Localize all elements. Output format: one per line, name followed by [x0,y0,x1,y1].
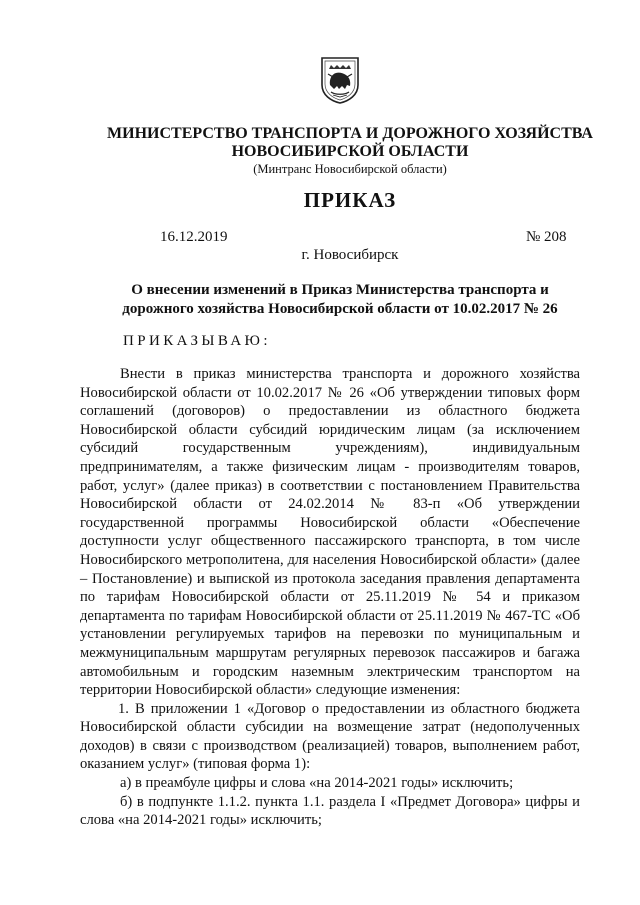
ministry-name-line2: НОВОСИБИРСКОЙ ОБЛАСТИ [231,143,469,160]
document-date: 16.12.2019 [160,229,228,245]
ministry-short-name: (Минтранс Новосибирской области) [253,162,447,176]
item-1-paragraph: 1. В приложении 1 «Договор о предоставлении из областного бюджета Новосибирской области субсидии на возмещение затрат (недополученных доходов) в связи с производством (реализацией) товаров, выполнением работ, оказанием услуг» (типовая форма 1): [80,700,580,773]
item-b-paragraph: б) в подпункте 1.1.2. пункта 1.1. раздела I «Предмет Договора» цифры и слова «на 2014-2021 годы» исключить; [80,793,580,829]
item-a-paragraph: а) в преамбуле цифры и слова «на 2014-2021 годы» исключить; [120,775,514,792]
document-body [80,365,580,830]
intro-paragraph: Внести в приказ министерства транспорта и дорожного хозяйства Новосибирской области от 10.02.2017 № 26 «Об утверждении типовых форм соглашений (договоров) о предоставлении из областного бюджета Новосибирской области субсидий юридическим лицам (за исключением субсидий государственным учреждениям), индивидуальным предпринимателям, а также физическим лицам - производителям товаров, работ, услуг» (далее приказ) в соответствии с постановлением Правительства Новосибирской области от 24.02.2014 № 83-п «Об утверждении государственной программы Новосибирской области «Обеспечение доступности услуг общественного пассажирского транспорта, в том числе Новосибирского метрополитена, для населения Новосибирской области» (далее – Постановление) и выпиской из протокола заседания правления департамента по тарифам Новосибирской области от 25.11.2019 № 54 и приказом департамента по тарифам Новосибирской области от 25.11.2019 № 467-ТС «Об установлении регулируемых тарифов на перевозки по муниципальным и межмуниципальным маршрутам регулярных перевозок пассажиров и багажа автомобильным и городским наземным электрическим транспортом на территории Новосибирской области» следующие изменения: [80,366,580,699]
order-word: ПРИКАЗЫВАЮ: [123,333,271,349]
ministry-name-line1: МИНИСТЕРСТВО ТРАНСПОРТА И ДОРОЖНОГО ХОЗЯЙСТВА [107,125,593,142]
coat-of-arms-icon [319,55,361,105]
document-subject: О внесении изменений в Приказ Министерства транспорта и дорожного хозяйства Новосибирской области от 10.02.2017 № 26 [122,282,558,317]
document-number: № 208 [526,229,567,245]
document-city: г. Новосибирск [301,247,399,263]
document-type: ПРИКАЗ [303,188,397,212]
